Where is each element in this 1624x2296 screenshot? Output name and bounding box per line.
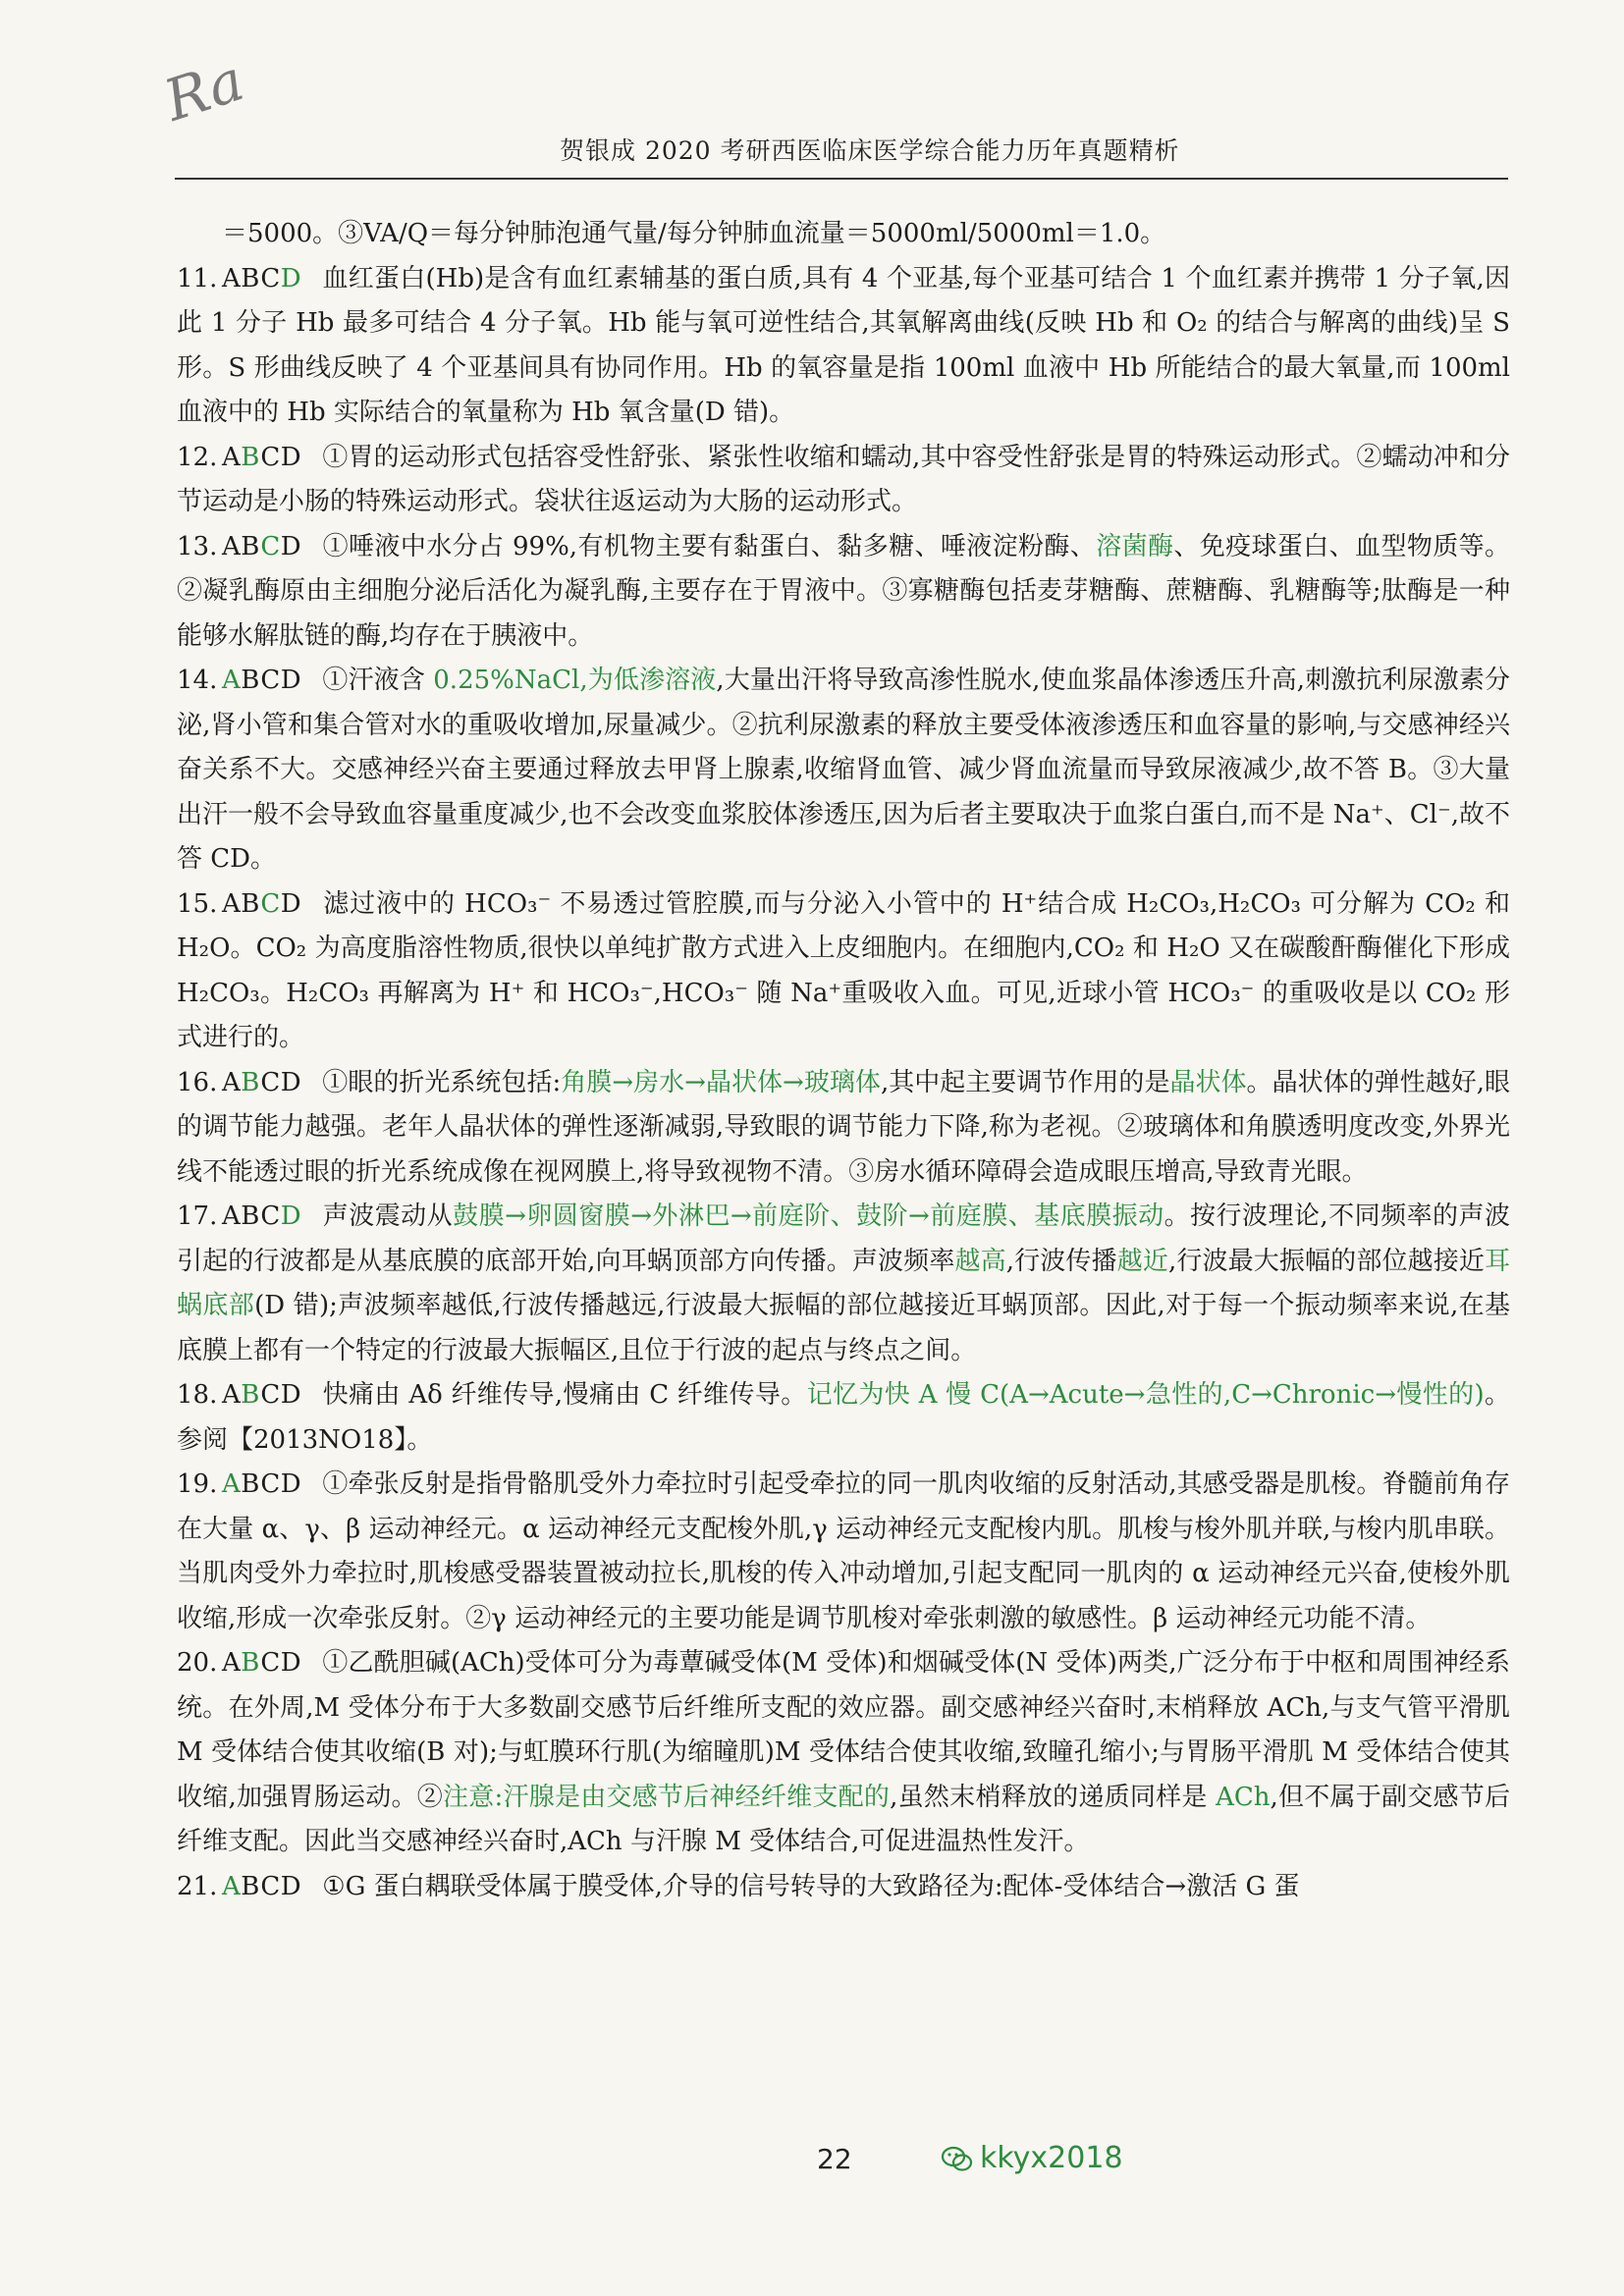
highlight: 耳蜗底部 <box>177 1246 1511 1320</box>
explanation: 声波震动从鼓膜→卵圆窗膜→外淋巴→前庭阶、鼓阶→前庭膜、基底膜振动。按行波理论,不同频率的声波引起的行波都是从基底膜的底部开始,向耳蜗顶部方向传播。声波频率越高,行波传播越近,行波最大振幅的部位越接近耳蜗底部(D 错);声波频率越低,行波传播越远,行波最大振幅的部位越接近耳蜗顶部。因此,对于每一个振动频率来说,在基底膜上都有一个特定的行波最大振幅区,且位于行波的起点与终点之间。 <box>177 1201 1511 1365</box>
explanation: ①G 蛋白耦联受体属于膜受体,介导的信号转导的大致路径为:配体-受体结合→激活 G 蛋 <box>322 1871 1300 1901</box>
question-number: 14. <box>177 666 218 695</box>
highlight: 记忆为快 A 慢 C(A→Acute→急性的,C→Chronic→慢性的) <box>806 1380 1485 1410</box>
highlight: 越近 <box>1116 1246 1168 1276</box>
question-14 <box>177 659 1510 882</box>
highlight: 越高 <box>954 1246 1006 1276</box>
explanation: ①胃的运动形式包括容受性舒张、紧张性收缩和蠕动,其中容受性舒张是胃的特殊运动形式。②蠕动冲和分节运动是小肠的特殊运动形式。袋状往返运动为大肠的运动形式。 <box>177 442 1510 516</box>
question-15 <box>177 882 1510 1061</box>
question-16 <box>177 1061 1510 1196</box>
answer-options: ABCD <box>222 1648 302 1678</box>
question-number: 20. <box>177 1648 218 1678</box>
highlight: 0.25%NaCl,为低渗溶液 <box>433 666 717 695</box>
document-body <box>177 212 1510 1909</box>
question-18 <box>177 1373 1510 1463</box>
explanation: 血红蛋白(Hb)是含有血红素辅基的蛋白质,具有 4 个亚基,每个亚基可结合 1 个血红素并携带 1 分子氧,因此 1 分子 Hb 最多可结合 4 分子氧。Hb 能与氧可逆性结合,其氧解离曲线(反映 Hb 和 O₂ 的结合与解离的曲线)呈 S 形。S 形曲线反映了 4 个亚基间具有协同作用。Hb 的氧容量是指 100ml 血液中 Hb 所能结合的最大氧量,而 100ml 血液中的 Hb 实际结合的氧量称为 Hb 氧含量(D 错)。 <box>177 263 1510 427</box>
highlight: 注意:汗腺是由交感节后神经纤维支配的 <box>442 1782 891 1812</box>
explanation: ①牵张反射是指骨骼肌受外力牵拉时引起受牵拉的同一肌肉收缩的反射活动,其感受器是肌梭。脊髓前角存在大量 α、γ、β 运动神经元。α 运动神经元支配梭外肌,γ 运动神经元支配梭内肌。肌梭与梭外肌并联,与梭内肌串联。当肌肉受外力牵拉时,肌梭感受器装置被动拉长,肌梭的传入冲动增加,引起支配同一肌肉的 α 运动神经元兴奋,使梭外肌收缩,形成一次牵张反射。②γ 运动神经元的主要功能是调节肌梭对牵张刺激的敏感性。β 运动神经元功能不清。 <box>177 1469 1510 1633</box>
question-number: 21. <box>177 1871 218 1901</box>
answer-options: ABCD <box>222 1380 302 1410</box>
question-21 <box>177 1865 1510 1910</box>
question-11 <box>177 257 1510 436</box>
question-number: 15. <box>177 888 218 919</box>
question-number: 18. <box>177 1380 218 1410</box>
explanation: ①眼的折光系统包括:角膜→房水→晶状体→玻璃体,其中起主要调节作用的是晶状体。晶状体的弹性越好,眼的调节能力越强。老年人晶状体的弹性逐渐减弱,导致眼的调节能力下降,称为老视。②玻璃体和角膜透明度改变,外界光线不能透过眼的折光系统成像在视网膜上,将导致视物不清。③房水循环障碍会造成眼压增高,导致青光眼。 <box>177 1067 1511 1187</box>
answer-options: ABCD <box>222 888 302 919</box>
watermark: kkyx2018 <box>941 2141 1123 2175</box>
intro-line: ＝5000。③VA/Q＝每分钟肺泡通气量/每分钟肺血流量＝5000ml/5000ml＝1.0。 <box>222 219 1166 248</box>
explanation: ①汗液含 0.25%NaCl,为低渗溶液,大量出汗将导致高渗性脱水,使血浆晶体渗透压升高,刺激抗利尿激素分泌,肾小管和集合管对水的重吸收增加,尿量减少。②抗利尿激素的释放主要受体液渗透压和血容量的影响,与交感神经兴奋关系不大。交感神经兴奋主要通过释放去甲肾上腺素,收缩肾血管、减少肾血流量而导致尿液减少,故不答 B。③大量出汗一般不会导致血容量重度减少,也不会改变血浆胶体渗透压,因为后者主要取决于血浆白蛋白,而不是 Na⁺、Cl⁻,故不答 CD。 <box>177 666 1511 874</box>
explanation: ①乙酰胆碱(ACh)受体可分为毒蕈碱受体(M 受体)和烟碱受体(N 受体)两类,广泛分布于中枢和周围神经系统。在外周,M 受体分布于大多数副交感节后纤维所支配的效应器。副交感神经兴奋时,末梢释放 ACh,与支气管平滑肌 M 受体结合使其收缩(B 对);与虹膜环行肌(为缩瞳肌)M 受体结合使其收缩,致瞳孔缩小;与胃肠平滑肌 M 受体结合使其收缩,加强胃肠运动。②注意:汗腺是由交感节后神经纤维支配的,虽然末梢释放的递质同样是 ACh,但不属于副交感节后纤维支配。因此当交感神经兴奋时,ACh 与汗腺 M 受体结合,可促进温热性发汗。 <box>177 1648 1511 1856</box>
explanation: 滤过液中的 HCO₃⁻ 不易透过管腔膜,而与分泌入小管中的 H⁺结合成 H₂CO₃,H₂CO₃ 可分解为 CO₂ 和 H₂O。CO₂ 为高度脂溶性物质,很快以单纯扩散方式进入上皮细胞内。在细胞内,CO₂ 和 H₂O 又在碳酸酐酶催化下形成 H₂CO₃。H₂CO₃ 再解离为 H⁺ 和 HCO₃⁻,HCO₃⁻ 随 Na⁺重吸收入血。可见,近球小管 HCO₃⁻ 的重吸收是以 CO₂ 形式进行的。 <box>177 888 1511 1052</box>
explanation: 快痛由 Aδ 纤维传导,慢痛由 C 纤维传导。记忆为快 A 慢 C(A→Acute→急性的,C→Chronic→慢性的)。参阅【2013NO18】。 <box>177 1380 1510 1455</box>
question-number: 11. <box>177 263 218 294</box>
question-number: 16. <box>177 1067 218 1097</box>
question-19 <box>177 1463 1510 1641</box>
highlight: 鼓膜→卵圆窗膜→外淋巴→前庭阶、鼓阶→前庭膜、基底膜振动 <box>453 1201 1164 1231</box>
answer-options: ABCD <box>222 442 302 472</box>
highlight: 溶菌酶 <box>1096 531 1174 561</box>
question-12 <box>177 436 1510 525</box>
question-17 <box>177 1195 1510 1373</box>
answer-options: ABCD <box>222 1067 302 1097</box>
answer-options: ABCD <box>222 263 302 294</box>
page-header: 贺银成 2020 考研西医临床医学综合能力历年真题精析 <box>560 136 1180 165</box>
question-number: 13. <box>177 531 218 561</box>
header-rule <box>175 178 1508 180</box>
question-13 <box>177 525 1510 660</box>
highlight: 晶状体 <box>1169 1067 1247 1097</box>
answer-options: ABCD <box>222 1871 302 1901</box>
question-number: 19. <box>177 1469 218 1499</box>
wechat-icon <box>941 2146 974 2173</box>
question-20 <box>177 1641 1510 1865</box>
highlight: ACh <box>1216 1782 1271 1812</box>
question-number: 12. <box>177 442 218 472</box>
answer-options: ABCD <box>222 1201 302 1231</box>
answer-options: ABCD <box>222 531 302 561</box>
explanation: ①唾液中水分占 99%,有机物主要有黏蛋白、黏多糖、唾液淀粉酶、溶菌酶、免疫球蛋白、血型物质等。②凝乳酶原由主细胞分泌后活化为凝乳酶,主要存在于胃液中。③寡糖酶包括麦芽糖酶、蔗糖酶、乳糖酶等;肽酶是一种能够水解肽链的酶,均存在于胰液中。 <box>177 531 1510 651</box>
question-number: 17. <box>177 1201 218 1231</box>
answer-options: ABCD <box>222 1469 302 1499</box>
handwritten-signature: Ra <box>156 46 252 134</box>
page-number: 22 <box>817 2143 852 2175</box>
highlight: 角膜→房水→晶状体→玻璃体 <box>561 1067 881 1097</box>
answer-options: ABCD <box>222 666 302 695</box>
